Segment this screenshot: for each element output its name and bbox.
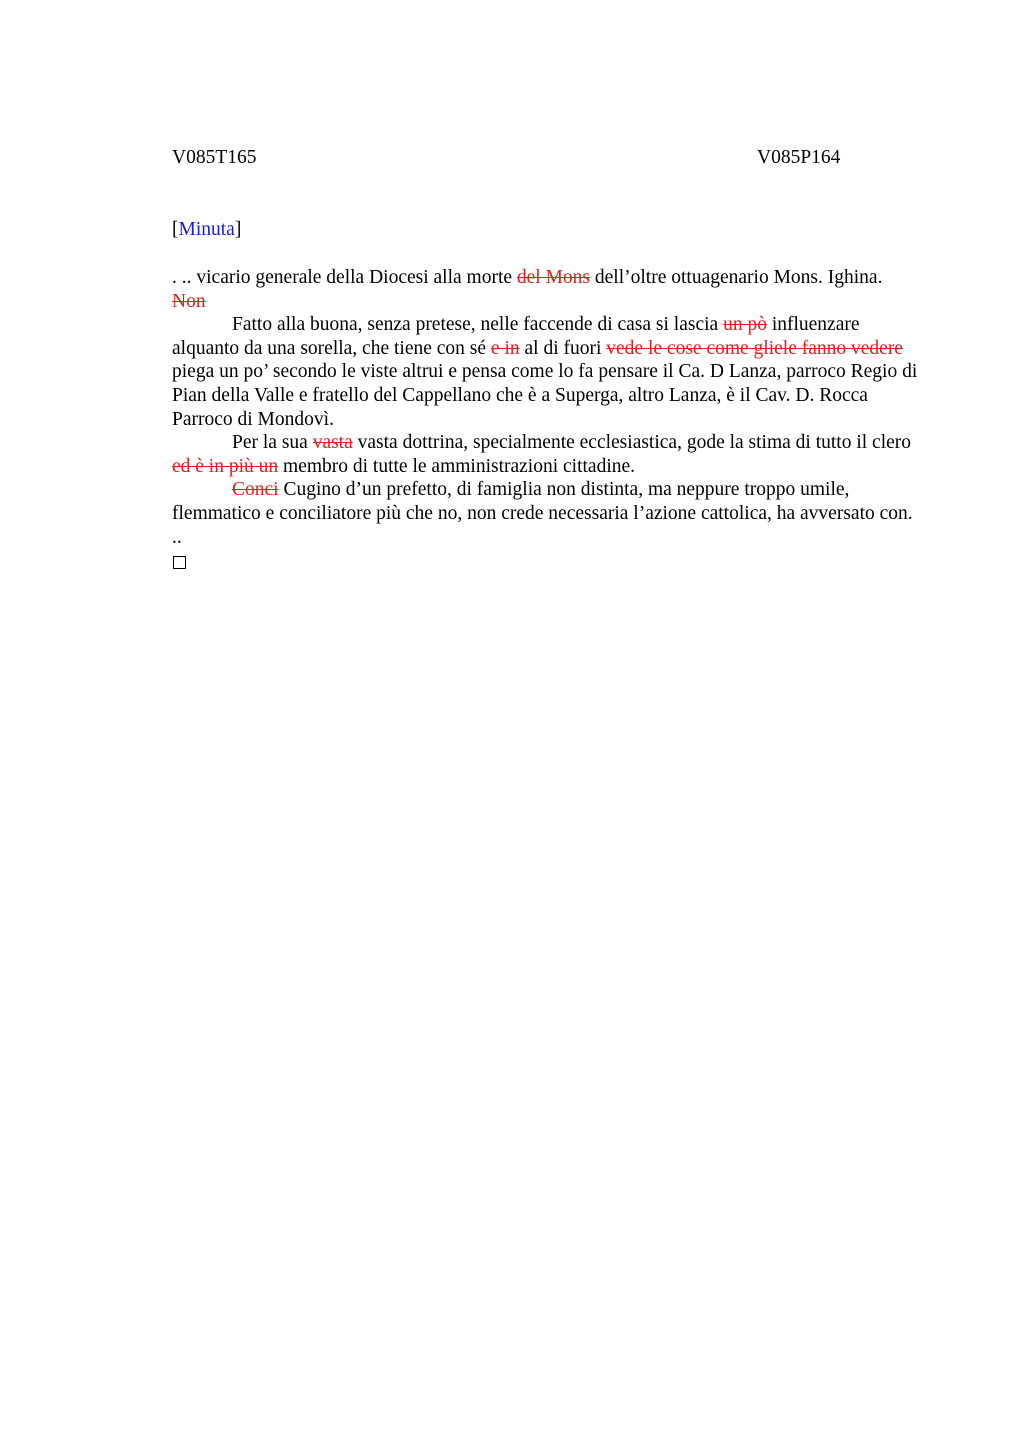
header [172,146,920,170]
text-run: membro di tutte le amministrazioni cittadine. [278,455,636,477]
deleted-text: vasta [312,432,353,454]
deleted-text: vede le cose come gliele fanno vedere [606,337,903,359]
deleted-text: ed è in più un [172,455,279,477]
paragraph-2 [172,290,920,314]
label-word: Minuta [178,219,235,240]
paragraph-4 [172,431,920,478]
deleted-text: del Mons [516,267,591,288]
document-code-left: V085T165 [172,147,257,168]
text-run: . .. vicario generale della Diocesi alla morte [172,267,517,288]
text-run: vasta dottrina, specialmente ecclesiastica, gode la stima di tutto il clero [352,432,912,454]
square-outline-icon [173,556,186,569]
paragraph-3 [172,313,920,431]
paragraph-5 [172,478,920,549]
text-run: influenzare alquanto da una sorella, che tiene con sé [172,314,860,359]
transcription-body [172,266,920,569]
deleted-text: Conci [232,479,279,501]
text-run: al di fuori [519,337,607,359]
text-run: Per la sua [232,432,313,454]
deleted-text: e in [490,337,520,359]
document-type-label [172,218,920,242]
text-run: Cugino d’un prefetto, di famiglia non distinta, ma neppure troppo umile, flemmatico e conciliatore più che no, non crede necessaria l’azione cattolica, ha avversato con. .. [172,479,913,548]
text-run: Fatto alla buona, senza pretese, nelle faccende di casa si lascia [232,314,724,336]
text-run: piega un po’ secondo le viste altrui e pensa come lo fa pensare il Ca. D Lanza, parroco Regio di Pian della Valle e fratello del Cappellano che è a Superga, altro Lanza, è il Cav. D. Rocca Parroco di Mondovì. [172,361,918,430]
deleted-text: Non [172,290,206,312]
label-open-bracket: [ [172,219,179,240]
text-run: dell’oltre ottuagenario Mons. Ighina. [590,267,883,288]
document-page [172,146,920,569]
deleted-text: un pò [723,314,767,336]
document-code-right: V085P164 [757,147,841,168]
label-close-bracket: ] [234,219,242,240]
paragraph-1 [172,266,920,290]
